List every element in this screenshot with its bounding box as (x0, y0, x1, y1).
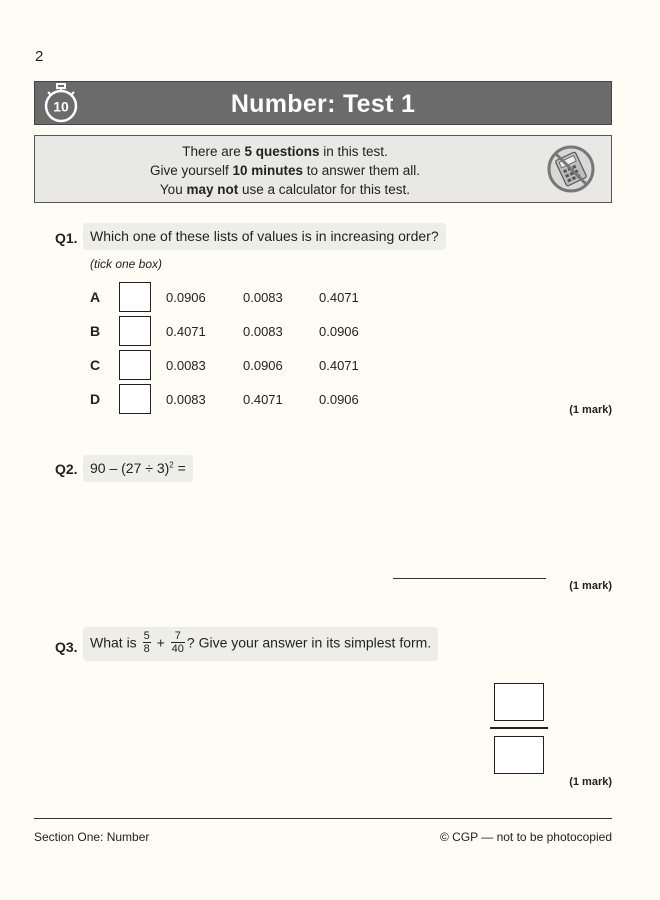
q1-option-c-checkbox[interactable] (119, 350, 151, 380)
footer-copyright: © CGP — not to be photocopied (439, 830, 612, 844)
q1-mark: (1 mark) (569, 404, 612, 416)
no-calculator-icon (545, 143, 597, 195)
q1-option-b-value-2: 0.0083 (243, 324, 283, 339)
q1-option-b-checkbox[interactable] (119, 316, 151, 346)
q1-option-a-value-1: 0.0906 (166, 290, 206, 305)
instructions-line-2: Give yourself 10 minutes to answer them all. (149, 163, 421, 178)
instructions-line-3: You may not use a calculator for this test. (159, 182, 411, 197)
q3-fraction-2: $\frac{7}{40}$ (171, 630, 184, 655)
q1-label: Q1. (55, 230, 78, 246)
q3-denominator-box[interactable] (494, 736, 544, 774)
q1-option-a-letter: A (90, 289, 101, 305)
q3-fraction-bar (490, 727, 548, 729)
instructions-box (34, 135, 612, 203)
q1-text: Which one of these lists of values is in increasing order? (83, 223, 446, 250)
q1-option-c-value-1: 0.0083 (166, 358, 206, 373)
q1-option-b-value-3: 0.0906 (319, 324, 359, 339)
q1-option-d-letter: D (90, 391, 101, 407)
q1-option-c-value-2: 0.0906 (243, 358, 283, 373)
q1-option-b-value-1: 0.4071 (166, 324, 206, 339)
q3-label: Q3. (55, 639, 78, 655)
q2-expression: $90 - (27 \div 3)^2$ = (83, 455, 193, 482)
q1-option-b-letter: B (90, 323, 101, 339)
footer-section: Section One: Number (34, 830, 150, 844)
page-title: Number: Test 1 (230, 90, 416, 118)
q1-option-c-value-3: 0.4071 (319, 358, 359, 373)
timer-label: 10 (53, 98, 69, 115)
q3-mark: (1 mark) (569, 776, 612, 788)
q3-fraction-1: $\frac{5}{8}$ (143, 630, 150, 655)
q1-option-d-value-3: 0.0906 (319, 392, 359, 407)
q1-option-d-value-1: 0.0083 (166, 392, 206, 407)
q1-option-c-letter: C (90, 357, 101, 373)
q1-option-a-value-2: 0.0083 (243, 290, 283, 305)
title-bar (34, 81, 612, 125)
q1-option-a-checkbox[interactable] (119, 282, 151, 312)
instructions-line-1: There are 5 questions in this test. (182, 144, 388, 159)
q3-numerator-box[interactable] (494, 683, 544, 721)
q2-answer-line[interactable] (393, 578, 546, 579)
q1-option-d-checkbox[interactable] (119, 384, 151, 414)
page-number: 2 (35, 48, 44, 65)
q2-label: Q2. (55, 461, 78, 477)
q1-instruction: (tick one box) (90, 257, 163, 271)
q1-option-d-value-2: 0.4071 (243, 392, 283, 407)
footer-divider (34, 818, 612, 819)
q3-text: What is $\frac{5}{8}$ + $\frac{7}{40}$ ? Give your answer in its simplest form. (83, 627, 438, 661)
q1-option-a-value-3: 0.4071 (319, 290, 359, 305)
q2-mark: (1 mark) (569, 580, 612, 592)
